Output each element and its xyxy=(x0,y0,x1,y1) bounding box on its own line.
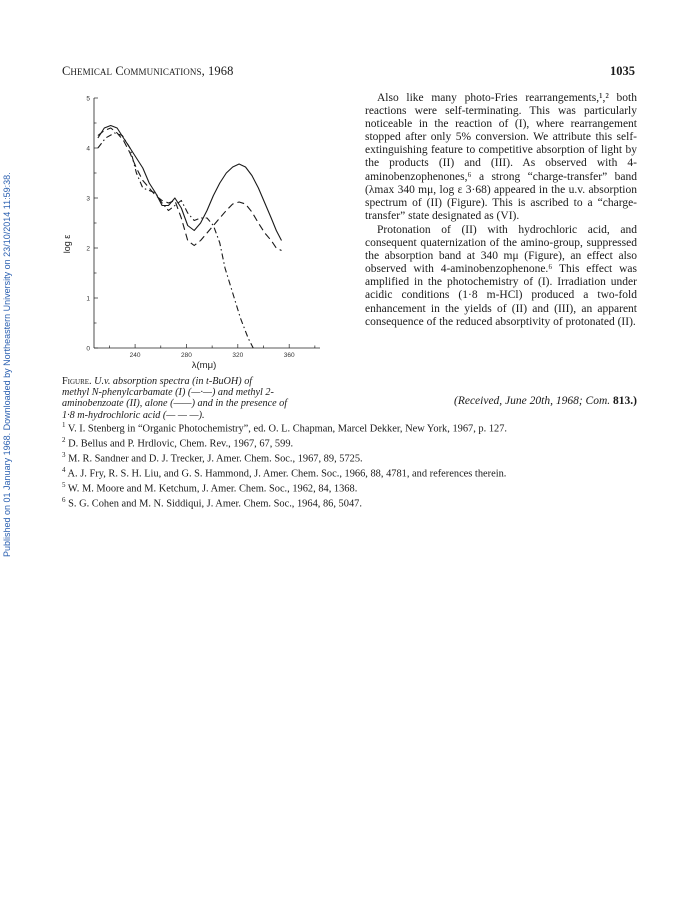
y-tick-label: 4 xyxy=(86,145,90,153)
series-line-dash-dot xyxy=(98,133,253,348)
chart-series xyxy=(98,126,282,349)
paragraph-1: Also like many photo-Fries rearrangements,¹,² both reactions were self-terminating. This was particularly noticeable in the reaction of (I), where rearrangement stopped after only 5% conversion. We attribute this self-extinguishing feature to competitive absorption of light by the products (II) and (III). As observed with 4-aminobenzophenones,⁶ a strong “charge-transfer” band (λmax 340 mμ, log ε 3·68) appeared in the u.v. absorption spectrum of (II) (Figure). This is ascribed to a “charge-transfer” state designated as (VI). xyxy=(365,92,637,222)
x-axis-label: λ(mμ) xyxy=(191,360,217,371)
series-line-solid xyxy=(98,126,282,241)
reference-item: $^4$ A. J. Fry, R. S. H. Liu, and G. S. Hammond, J. Amer. Chem. Soc., 1966, 88, 4781, and references therein. xyxy=(62,466,507,480)
caption-line-2: methyl N-phenylcarbamate (I) (—·—) and methyl 2- xyxy=(62,387,274,399)
figure-caption xyxy=(62,376,330,421)
uv-spectrum-chart xyxy=(62,86,332,372)
y-tick-label: 1 xyxy=(86,295,90,303)
y-tick-label: 0 xyxy=(86,345,90,353)
reference-item: $^1$ V. I. Stenberg in “Organic Photochemistry”, ed. O. L. Chapman, Marcel Dekker, New York, 1967, p. 127. xyxy=(62,421,507,435)
reference-item: $^5$ W. M. Moore and M. Ketchum, J. Amer. Chem. Soc., 1962, 84, 1368. xyxy=(62,481,358,495)
references xyxy=(62,420,637,510)
reference-item: $^2$ D. Bellus and P. Hrdlovic, Chem. Rev., 1967, 67, 599. xyxy=(62,436,294,450)
y-axis-label: log ε xyxy=(62,234,72,254)
body-text xyxy=(365,92,637,329)
page-number: 1035 xyxy=(610,64,635,78)
reference-item: $^3$ M. R. Sandner and D. J. Trecker, J. Amer. Chem. Soc., 1967, 89, 5725. xyxy=(62,451,363,465)
uv-spectrum-figure xyxy=(62,86,332,372)
y-tick-label: 3 xyxy=(86,195,90,203)
received-text: (Received, June 20th, 1968; xyxy=(453,395,586,407)
x-tick-label: 240 xyxy=(129,352,141,359)
caption-line-4: 1·8 m-hydrochloric acid (— — —). xyxy=(62,409,205,421)
received-com: Com. xyxy=(585,395,611,407)
journal-header: Chemical Communications, 1968 xyxy=(62,64,234,78)
y-tick-label: 5 xyxy=(86,95,90,103)
caption-line-3: aminobenzoate (II), alone (——) and in the presence of xyxy=(62,398,288,410)
x-tick-label: 360 xyxy=(283,352,295,359)
caption-line-1: U.v. absorption spectra (in t-BuOH) of xyxy=(91,376,253,387)
download-watermark: Published on 01 January 1968. Downloaded by Northeastern University on 23/10/2014 11:59:38. xyxy=(2,172,12,558)
y-tick-label: 2 xyxy=(86,245,90,253)
caption-label: Figure. xyxy=(62,376,92,387)
reference-item: $^6$ S. G. Cohen and M. N. Siddiqui, J. Amer. Chem. Soc., 1964, 86, 5047. xyxy=(62,496,362,510)
x-tick-label: 280 xyxy=(181,352,192,359)
paragraph-2: Protonation of (II) with hydrochloric acid, and consequent quaternization of the amino-group, suppressed the absorption band at 340 mμ (Figure), an effect also observed with 4-aminobenzophenone.⁶ This effect was amplified in the photochemistry of (I). Irradiation under acidic conditions (1·8 m-HCl) produced a two-fold enhancement in the yields of (II) and (III), an apparent consequence of the reduced absorptivity of protonated (II). xyxy=(365,223,637,328)
x-tick-label: 320 xyxy=(232,352,244,359)
received-date xyxy=(454,395,637,407)
received-number: 813.) xyxy=(610,395,637,407)
series-line-dashed xyxy=(98,128,282,251)
chart-axes xyxy=(94,98,320,348)
